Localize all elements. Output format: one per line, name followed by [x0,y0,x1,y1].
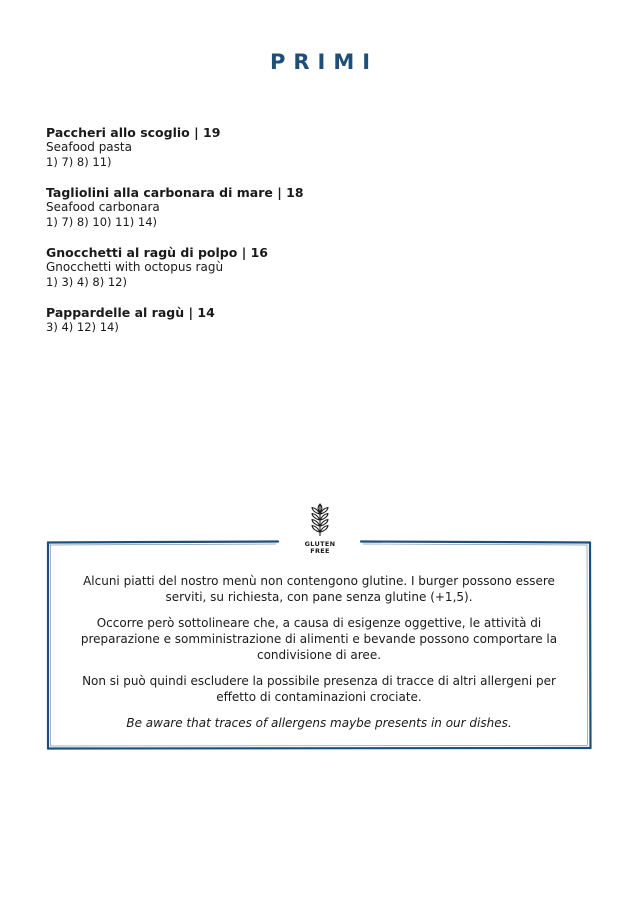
menu-item [46,305,586,335]
notice-paragraph: Non si può quindi escludere la possibile presenza di tracce di altri allergeni per effetto di contaminazioni crociate. [82,674,556,704]
free-label: FREE [310,547,330,555]
item-name-price: Paccheri allo scoglio | 19 [46,125,221,140]
english-allergen-note: Be aware that traces of allergens maybe presents in our dishes. [126,716,512,730]
menu-item [46,185,586,230]
gluten-label: GLUTEN [304,540,336,548]
item-description: Seafood carbonara [46,200,160,214]
item-description: Gnocchetti with octopus ragù [46,260,224,274]
menu-item [46,245,586,290]
page-title: PRIMI [269,50,379,74]
item-allergens: 3) 4) 12) 14) [46,320,119,334]
gluten-free-notice-text [46,573,592,741]
wheat-icon [303,501,337,537]
item-name-price: Gnocchetti al ragù di polpo | 16 [46,245,269,260]
item-description: Seafood pasta [46,140,132,154]
menu-item [46,125,586,170]
menu-list [46,125,586,350]
notice-paragraph: Alcuni piatti del nostro menù non contengono glutine. I burger possono essere serviti, su richiesta, con pane senza glutine (+1,5). [83,574,555,604]
item-name-price: Tagliolini alla carbonara di mare | 18 [46,185,304,200]
gluten-free-badge [303,501,337,559]
notice-paragraph: Occorre però sottolineare che, a causa di esigenze oggettive, le attività di preparazione e somministrazione di alimenti e bevande possono comportare la condivisione di aree. [80,616,558,662]
item-allergens: 1) 7) 8) 10) 11) 14) [46,215,158,229]
item-allergens: 1) 7) 8) 11) [46,155,112,169]
item-name-price: Pappardelle al ragù | 14 [46,305,215,320]
item-allergens: 1) 3) 4) 8) 12) [46,275,127,289]
